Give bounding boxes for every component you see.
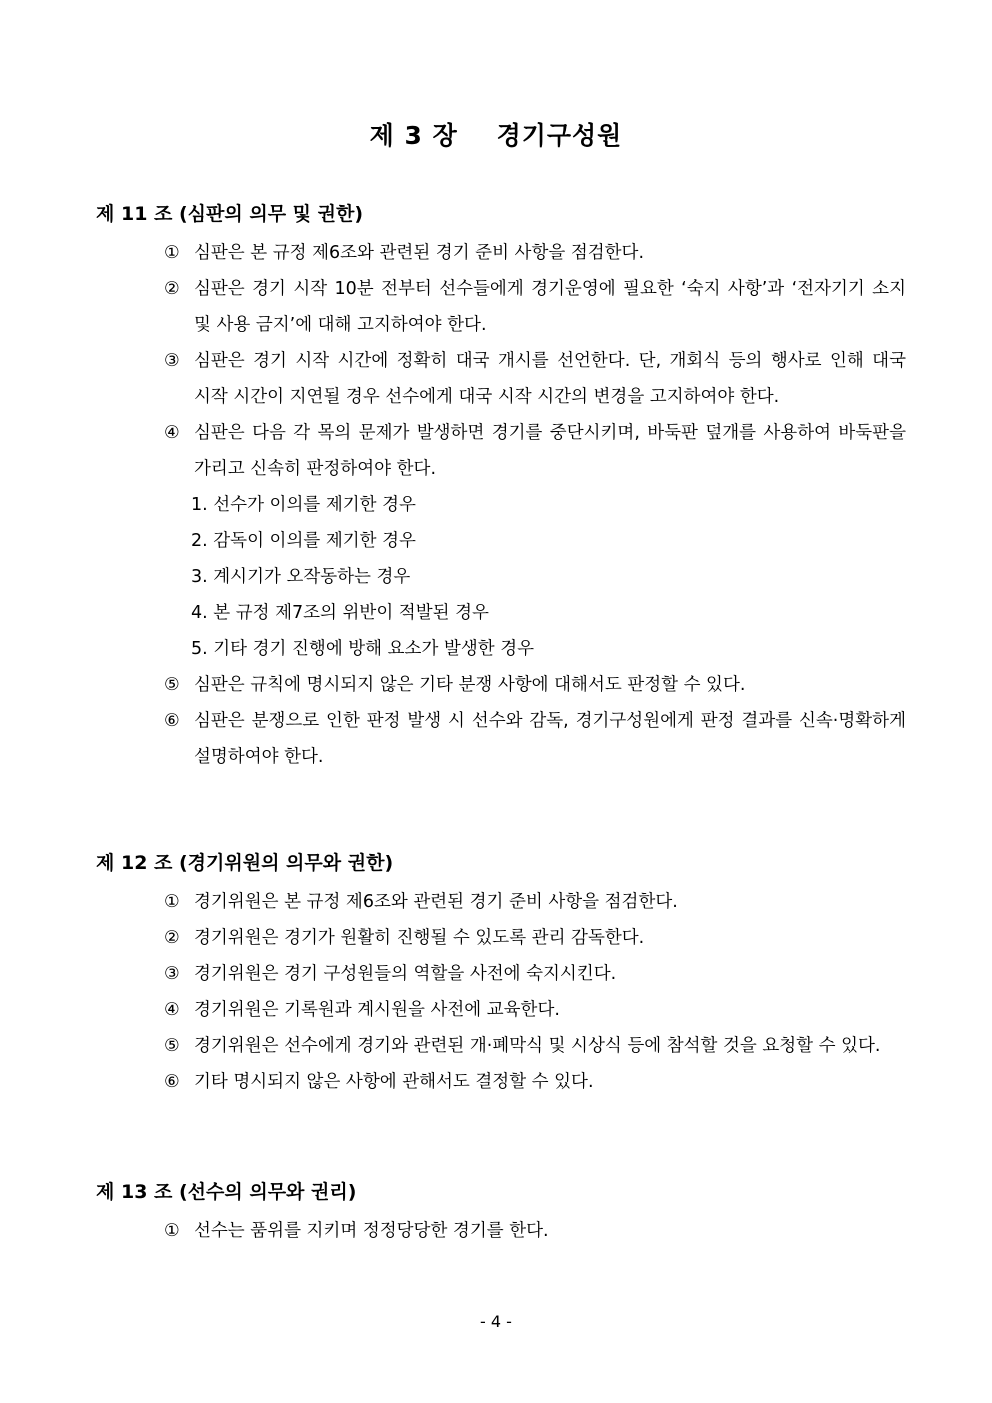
item-text: 경기위원은 기록원과 계시원을 사전에 교육한다. [194, 1000, 560, 1020]
article-13 [96, 1177, 906, 1249]
article-item [96, 1028, 906, 1064]
article-heading: 제 11 조 (심판의 의무 및 권한) [96, 203, 364, 225]
article-item [96, 667, 906, 703]
item-number: ③ [164, 351, 180, 371]
item-text: 기타 명시되지 않은 사항에 관해서도 결정할 수 있다. [194, 1072, 594, 1092]
article-heading: 제 13 조 (선수의 의무와 권리) [96, 1181, 357, 1203]
article-item [96, 415, 906, 487]
item-number: ④ [164, 1000, 180, 1020]
chapter-title: 제 3 장 경기구성원 [369, 121, 623, 150]
article-item [96, 271, 906, 343]
item-text: 심판은 분쟁으로 인한 판정 발생 시 선수와 감독, 경기구성원에게 판정 결과를 신속·명확하게 설명하여야 한다. [194, 711, 906, 767]
sub-item: 2. 감독이 이의를 제기한 경우 [191, 531, 416, 551]
article-item [96, 992, 906, 1028]
item-number: ① [164, 892, 180, 912]
article-item [96, 343, 906, 415]
article-item [96, 1064, 906, 1100]
item-text: 심판은 다음 각 목의 문제가 발생하면 경기를 중단시키며, 바둑판 덮개를 사용하여 바둑판을 가리고 신속히 판정하여야 한다. [194, 423, 906, 479]
article-12 [96, 848, 906, 1100]
sub-item: 4. 본 규정 제7조의 위반이 적발된 경우 [191, 603, 489, 623]
page-number: - 4 - [480, 1312, 512, 1331]
item-text: 경기위원은 경기가 원활히 진행될 수 있도록 관리 감독한다. [194, 928, 645, 948]
item-number: ⑥ [164, 711, 180, 731]
item-number: ① [164, 1221, 180, 1241]
item-number: ② [164, 928, 180, 948]
article-item [96, 884, 906, 920]
item-number: ④ [164, 423, 180, 443]
item-text: 경기위원은 경기 구성원들의 역할을 사전에 숙지시킨다. [194, 964, 617, 984]
sub-item: 1. 선수가 이의를 제기한 경우 [191, 495, 416, 515]
item-text: 심판은 경기 시작 시간에 정확히 대국 개시를 선언한다. 단, 개회식 등의 행사로 인해 대국 시작 시간이 지연될 경우 선수에게 대국 시작 시간의 변경을 고지하여야 한다. [194, 351, 906, 407]
item-number: ③ [164, 964, 180, 984]
item-number: ① [164, 243, 180, 263]
article-item [96, 956, 906, 992]
article-item [96, 920, 906, 956]
item-text: 선수는 품위를 지키며 정정당당한 경기를 한다. [194, 1221, 549, 1241]
article-item [96, 235, 906, 271]
article-11 [96, 199, 906, 775]
item-text: 심판은 규칙에 명시되지 않은 기타 분쟁 사항에 대해서도 판정할 수 있다. [194, 675, 746, 695]
item-number: ⑤ [164, 1036, 180, 1056]
sub-item: 5. 기타 경기 진행에 방해 요소가 발생한 경우 [191, 639, 535, 659]
article-item [96, 703, 906, 775]
item-number: ⑤ [164, 675, 180, 695]
item-text: 심판은 경기 시작 10분 전부터 선수들에게 경기운영에 필요한 ‘숙지 사항’과 ‘전자기기 소지 및 사용 금지’에 대해 고지하여야 한다. [194, 279, 906, 335]
article-item [96, 1213, 906, 1249]
item-text: 심판은 본 규정 제6조와 관련된 경기 준비 사항을 점검한다. [194, 243, 645, 263]
sub-item: 3. 계시기가 오작동하는 경우 [191, 567, 411, 587]
item-text: 경기위원은 본 규정 제6조와 관련된 경기 준비 사항을 점검한다. [194, 892, 678, 912]
item-text: 경기위원은 선수에게 경기와 관련된 개·폐막식 및 시상식 등에 참석할 것을 요청할 수 있다. [194, 1036, 881, 1056]
item-number: ⑥ [164, 1072, 180, 1092]
article-heading: 제 12 조 (경기위원의 의무와 권한) [96, 852, 394, 874]
item-number: ② [164, 279, 180, 299]
